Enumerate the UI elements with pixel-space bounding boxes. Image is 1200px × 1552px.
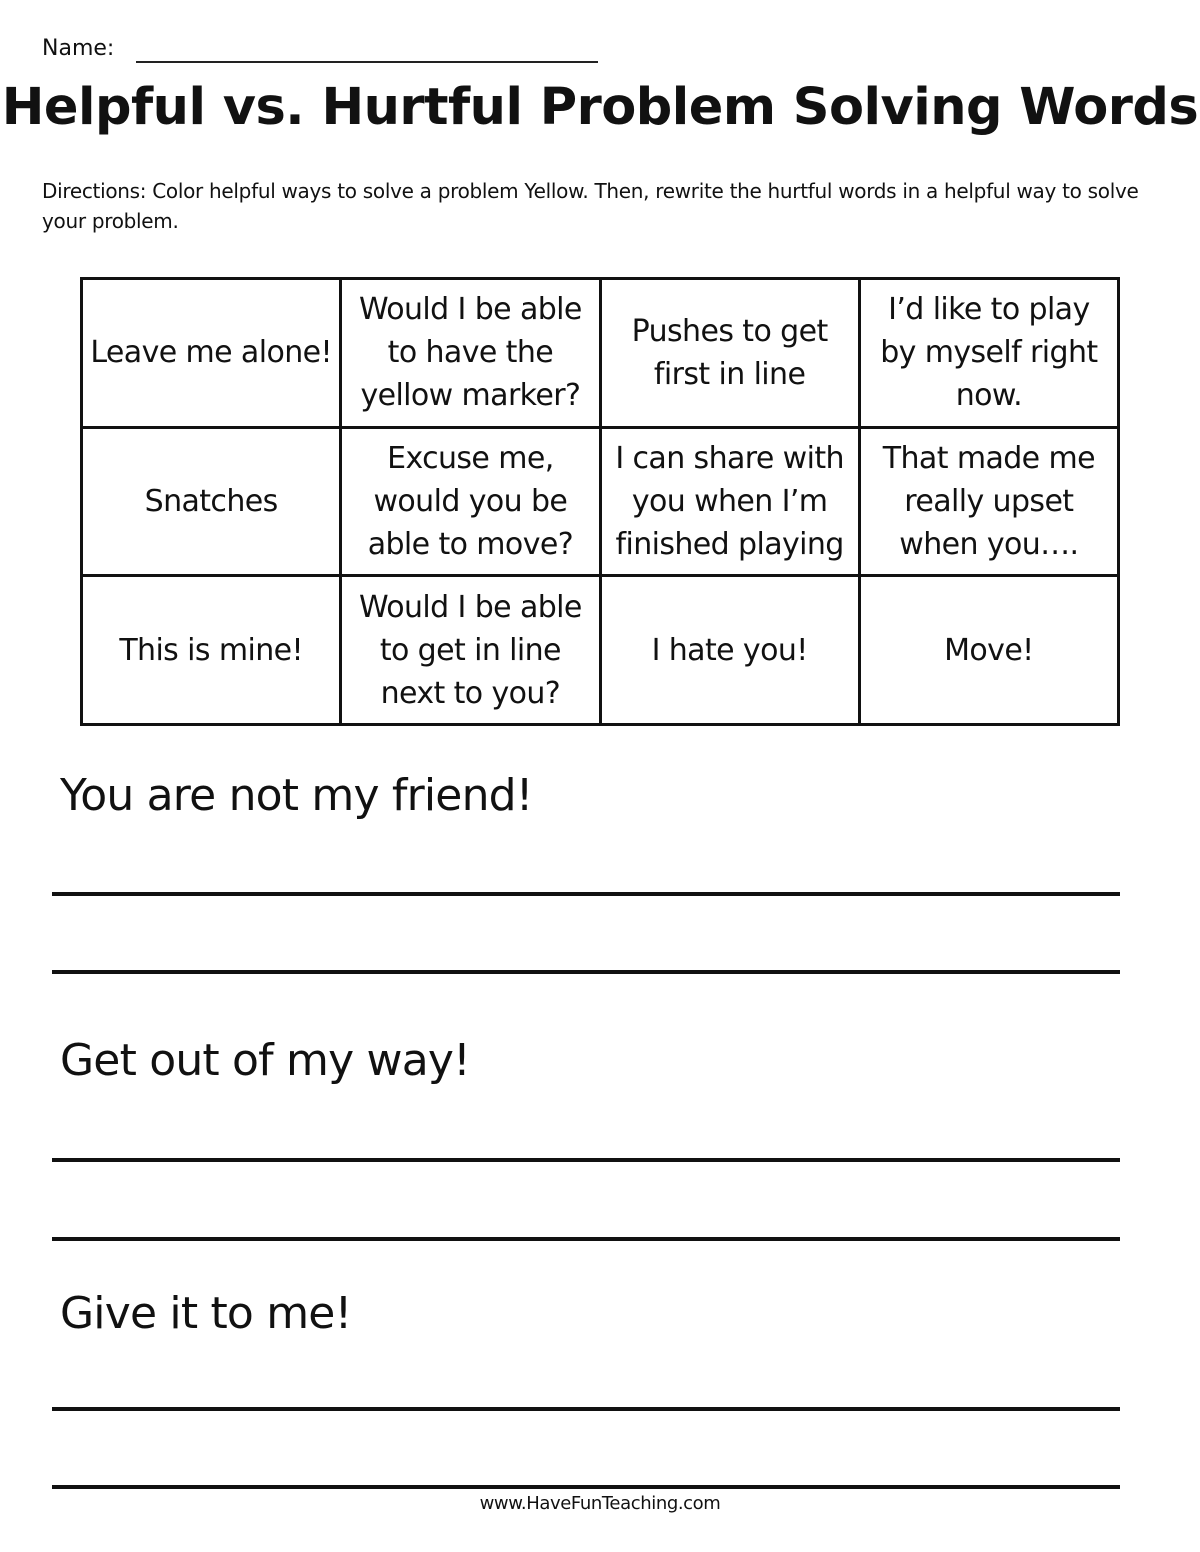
write-line[interactable] xyxy=(52,1485,1120,1489)
grid-cell[interactable]: I hate you! xyxy=(600,576,859,725)
grid-cell[interactable]: Would I be able to get in line next to you? xyxy=(341,576,600,725)
grid-cell[interactable]: Move! xyxy=(859,576,1118,725)
grid-cell[interactable]: Would I be able to have the yellow marker? xyxy=(341,279,600,428)
grid-row-2 xyxy=(82,427,1119,576)
page-title: Helpful vs. Hurtful Problem Solving Words xyxy=(1,78,1199,137)
grid-cell[interactable]: Excuse me, would you be able to move? xyxy=(341,427,600,576)
grid-cell[interactable]: That made me really upset when you…. xyxy=(859,427,1118,576)
directions-text: Directions: Color helpful ways to solve a problem Yellow. Then, rewrite the hurtful words in a helpful way to solve your problem. xyxy=(42,179,1139,233)
grid-cell[interactable]: This is mine! xyxy=(82,576,341,725)
name-row xyxy=(42,32,598,66)
prompt-2: Get out of my way! xyxy=(60,1035,470,1086)
write-line[interactable] xyxy=(52,892,1120,896)
prompt-3: Give it to me! xyxy=(60,1288,352,1339)
grid-cell[interactable]: Leave me alone! xyxy=(82,279,341,428)
prompt-1: You are not my friend! xyxy=(60,770,533,821)
write-line[interactable] xyxy=(52,1237,1120,1241)
footer-website: www.HaveFunTeaching.com xyxy=(479,1493,721,1514)
write-line[interactable] xyxy=(52,1407,1120,1411)
name-label: Name: xyxy=(42,36,115,61)
phrase-grid xyxy=(80,277,1120,726)
grid-cell[interactable]: Snatches xyxy=(82,427,341,576)
name-field-line[interactable] xyxy=(136,35,598,63)
grid-cell[interactable]: I’d like to play by myself right now. xyxy=(859,279,1118,428)
grid-cell[interactable]: I can share with you when I’m finished playing xyxy=(600,427,859,576)
grid-row-3 xyxy=(82,576,1119,725)
grid-row-1 xyxy=(82,279,1119,428)
write-line[interactable] xyxy=(52,970,1120,974)
write-line[interactable] xyxy=(52,1158,1120,1162)
grid-cell[interactable]: Pushes to get first in line xyxy=(600,279,859,428)
